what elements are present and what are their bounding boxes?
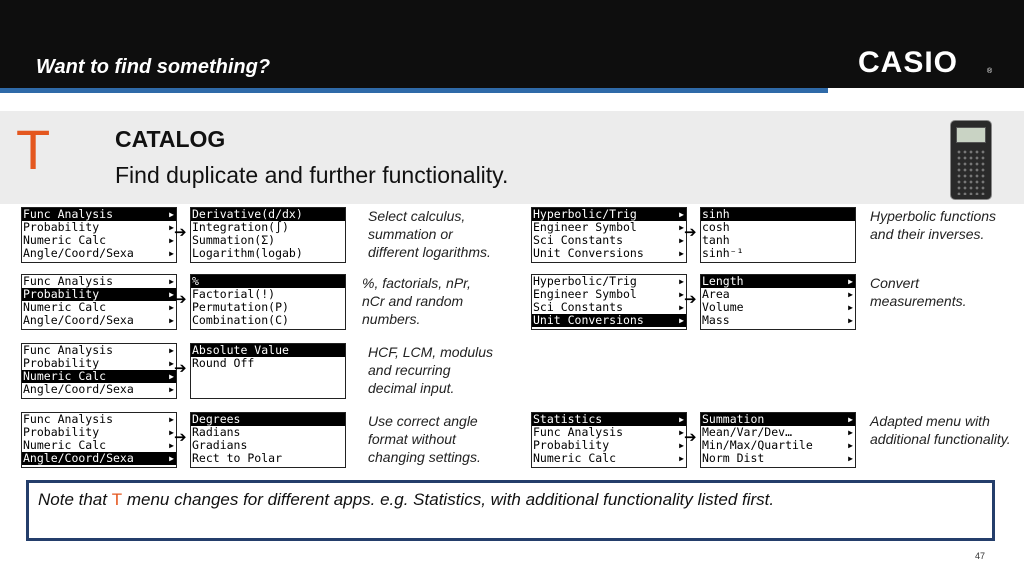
submenu-indicator-icon: ▶ — [169, 303, 174, 312]
menu-screen — [190, 343, 346, 399]
menu-item-label: Degrees — [192, 412, 241, 426]
menu-item-label: Func Analysis — [23, 207, 114, 221]
menu-item-label: Sci Constants — [533, 233, 624, 247]
menu-item-label: Integration(∫) — [192, 220, 289, 234]
submenu-indicator-icon: ▶ — [169, 236, 174, 245]
menu-item — [701, 452, 855, 465]
menu-screen — [531, 207, 687, 263]
submenu-indicator-icon: ▶ — [679, 223, 684, 232]
submenu-indicator-icon: ▶ — [169, 415, 174, 424]
caption — [870, 207, 996, 243]
caption — [368, 343, 493, 397]
submenu-indicator-icon: ▶ — [169, 454, 174, 463]
menu-item-label: Rect to Polar — [192, 451, 283, 465]
submenu-indicator-icon: ▶ — [169, 249, 174, 258]
submenu-indicator-icon: ▶ — [169, 428, 174, 437]
menu-screen — [21, 274, 177, 330]
menu-item — [22, 383, 176, 396]
submenu-indicator-icon: ▶ — [169, 223, 174, 232]
menu-screen — [531, 274, 687, 330]
submenu-indicator-icon: ▶ — [169, 290, 174, 299]
page-title: Want to find something? — [36, 56, 271, 78]
menu-item-label: Mean/Var/Dev… — [702, 425, 793, 439]
catalog-key-icon-inline: T — [111, 490, 123, 509]
submenu-indicator-icon: ▶ — [848, 303, 853, 312]
menu-screen — [700, 412, 856, 468]
submenu-indicator-icon: ▶ — [679, 428, 684, 437]
menu-item — [701, 314, 855, 327]
menu-item-label: Unit Conversions — [533, 246, 644, 260]
submenu-indicator-icon: ▶ — [848, 290, 853, 299]
menu-item — [532, 314, 686, 327]
menu-item-label: Numeric Calc — [23, 438, 107, 452]
caption-line: and recurring — [368, 362, 451, 378]
submenu-indicator-icon: ▶ — [169, 346, 174, 355]
caption-line: Convert — [870, 275, 920, 291]
menu-item-label: Angle/Coord/Sexa — [23, 382, 134, 396]
menu-screen — [190, 274, 346, 330]
submenu-indicator-icon: ▶ — [679, 236, 684, 245]
submenu-indicator-icon: ▶ — [679, 249, 684, 258]
caption-line: additional functionality. — [870, 431, 1011, 447]
menu-item-label: Length — [702, 274, 744, 288]
calculator-screen — [956, 127, 986, 143]
arrow-icon: ➔ — [684, 429, 697, 446]
menu-screen — [190, 207, 346, 263]
menu-item-label: Absolute Value — [192, 343, 289, 357]
caption — [368, 412, 481, 466]
menu-item-label: Probability — [533, 438, 610, 452]
casio-logo: CASIO — [858, 46, 959, 79]
caption-line: summation or — [368, 226, 453, 242]
menu-item-label: Mass — [702, 313, 730, 327]
menu-screen — [531, 412, 687, 468]
catalog-subtitle: Find duplicate and further functionality. — [115, 162, 509, 188]
submenu-indicator-icon: ▶ — [679, 415, 684, 424]
menu-screen — [21, 207, 177, 263]
arrow-icon: ➔ — [174, 429, 187, 446]
menu-item-label: Probability — [23, 356, 100, 370]
menu-item-label: Numeric Calc — [533, 451, 617, 465]
caption-line: measurements. — [870, 293, 967, 309]
page-number: 47 — [975, 551, 986, 561]
caption-line: HCF, LCM, modulus — [368, 344, 494, 360]
menu-item — [532, 247, 686, 260]
menu-item-label: tanh — [702, 233, 730, 247]
menu-item — [22, 247, 176, 260]
menu-item-label: Func Analysis — [533, 425, 624, 439]
caption-line: nCr and random — [362, 293, 464, 309]
note-text-start: Note that — [38, 490, 112, 509]
submenu-indicator-icon: ▶ — [169, 372, 174, 381]
note-box — [26, 480, 995, 541]
menu-screen — [700, 207, 856, 263]
submenu-indicator-icon: ▶ — [848, 441, 853, 450]
menu-item-label: Probability — [23, 220, 100, 234]
menu-item-label: Radians — [192, 425, 241, 439]
menu-screen — [21, 343, 177, 399]
submenu-indicator-icon: ▶ — [679, 290, 684, 299]
menu-item-label: Engineer Symbol — [533, 287, 637, 301]
header-stripe — [0, 88, 828, 93]
menu-item-label: Hyperbolic/Trig — [533, 207, 637, 221]
caption — [870, 274, 966, 310]
menu-item-label: Norm Dist — [702, 451, 765, 465]
submenu-indicator-icon: ▶ — [169, 359, 174, 368]
menu-item-label: Summation — [702, 412, 765, 426]
menu-item — [191, 357, 345, 370]
catalog-band — [0, 111, 1024, 204]
submenu-indicator-icon: ▶ — [169, 277, 174, 286]
arrow-icon: ➔ — [174, 224, 187, 241]
menu-screen — [700, 274, 856, 330]
menu-item-label: Combination(C) — [192, 313, 289, 327]
arrow-icon: ➔ — [174, 360, 187, 377]
calculator-icon — [950, 120, 992, 200]
menu-item-label: Derivative(d/dx) — [192, 207, 303, 221]
note-text — [38, 490, 774, 510]
menu-item-label: Func Analysis — [23, 412, 114, 426]
submenu-indicator-icon: ▶ — [848, 454, 853, 463]
menu-item-label: Logarithm(logab) — [192, 246, 303, 260]
submenu-indicator-icon: ▶ — [169, 316, 174, 325]
menu-item-label: Angle/Coord/Sexa — [23, 313, 134, 327]
submenu-indicator-icon: ▶ — [679, 303, 684, 312]
menu-item — [532, 452, 686, 465]
menu-item-label: Volume — [702, 300, 744, 314]
menu-item-label: Angle/Coord/Sexa — [23, 451, 134, 465]
submenu-indicator-icon: ▶ — [679, 441, 684, 450]
menu-item-label: Hyperbolic/Trig — [533, 274, 637, 288]
menu-item — [22, 452, 176, 465]
menu-item-label: Summation(Σ) — [192, 233, 276, 247]
submenu-indicator-icon: ▶ — [679, 277, 684, 286]
submenu-indicator-icon: ▶ — [679, 210, 684, 219]
submenu-indicator-icon: ▶ — [848, 415, 853, 424]
note-text-end: menu changes for different apps. e.g. Statistics, with additional functionality listed first. — [122, 490, 775, 509]
caption-line: different logarithms. — [368, 244, 491, 260]
caption-line: Hyperbolic functions — [870, 208, 997, 224]
submenu-indicator-icon: ▶ — [848, 277, 853, 286]
arrow-icon: ➔ — [684, 224, 697, 241]
menu-item-label: Sci Constants — [533, 300, 624, 314]
menu-item-label: Func Analysis — [23, 274, 114, 288]
menu-item — [22, 314, 176, 327]
caption-line: %, factorials, nPr, — [362, 275, 471, 291]
submenu-indicator-icon: ▶ — [169, 210, 174, 219]
caption-line: format without — [368, 431, 456, 447]
menu-item-label: Permutation(P) — [192, 300, 289, 314]
menu-screen — [21, 412, 177, 468]
catalog-heading: CATALOG — [115, 126, 226, 152]
menu-item-label: Factorial(!) — [192, 287, 276, 301]
menu-item — [191, 247, 345, 260]
caption-line: and their inverses. — [870, 226, 985, 242]
menu-item-label: % — [192, 274, 199, 288]
menu-item — [191, 314, 345, 327]
arrow-icon: ➔ — [174, 291, 187, 308]
menu-item-label: Numeric Calc — [23, 369, 107, 383]
menu-item-label: Unit Conversions — [533, 313, 644, 327]
catalog-key-icon: T — [16, 118, 51, 181]
caption-line: changing settings. — [368, 449, 481, 465]
menu-item — [191, 452, 345, 465]
caption-line: Adapted menu with — [870, 413, 990, 429]
submenu-indicator-icon: ▶ — [679, 316, 684, 325]
submenu-indicator-icon: ▶ — [848, 316, 853, 325]
arrow-icon: ➔ — [684, 291, 697, 308]
menu-item-label: Probability — [23, 425, 100, 439]
menu-item-label: Numeric Calc — [23, 300, 107, 314]
calculator-keys — [956, 149, 986, 195]
menu-item-label: Min/Max/Quartile — [702, 438, 813, 452]
menu-screen — [190, 412, 346, 468]
caption-line: Use correct angle — [368, 413, 478, 429]
menu-item-label: Func Analysis — [23, 343, 114, 357]
submenu-indicator-icon: ▶ — [679, 454, 684, 463]
caption — [362, 274, 471, 328]
caption — [870, 412, 1011, 448]
menu-item-label: Area — [702, 287, 730, 301]
menu-item-label: sinh — [702, 207, 730, 221]
caption-line: Select calculus, — [368, 208, 466, 224]
menu-item-label: Gradians — [192, 438, 248, 452]
submenu-indicator-icon: ▶ — [848, 428, 853, 437]
menu-item-label: sinh⁻¹ — [702, 246, 744, 260]
registered-mark: ® — [987, 68, 993, 75]
menu-item-label: Engineer Symbol — [533, 220, 637, 234]
menu-item — [701, 247, 855, 260]
submenu-indicator-icon: ▶ — [169, 385, 174, 394]
menu-item-label: Angle/Coord/Sexa — [23, 246, 134, 260]
menu-item-label: Probability — [23, 287, 100, 301]
menu-item-label: Round Off — [192, 356, 255, 370]
caption — [368, 207, 491, 261]
submenu-indicator-icon: ▶ — [169, 441, 174, 450]
menu-item-label: Statistics — [533, 412, 603, 426]
menu-item-label: Numeric Calc — [23, 233, 107, 247]
caption-line: decimal input. — [368, 380, 455, 396]
caption-line: numbers. — [362, 311, 421, 327]
menu-item-label: cosh — [702, 220, 730, 234]
